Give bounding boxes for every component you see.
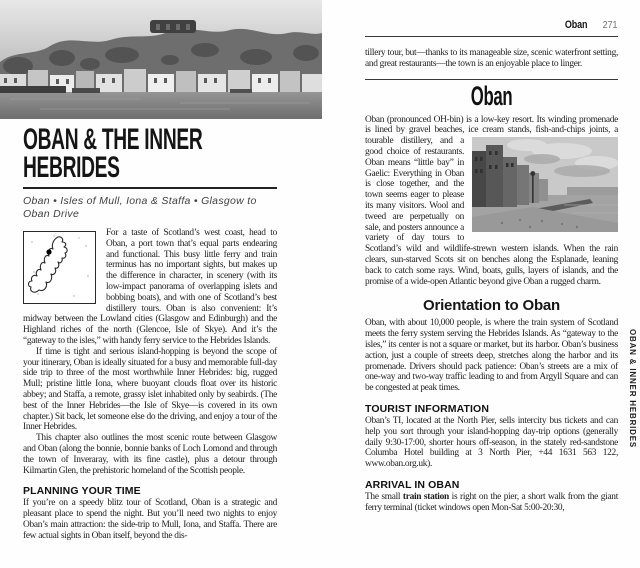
orientation-paragraph: Oban, with about 10,000 people, is where the train system of Scotland meets the ferry system serving the Hebrides Islands. As “gateway to the isles,” its center is not a square or market, but its harbor. Oban’s business action, just a couple of streets deep, stretches along the harbor and its promenade. Drivers should pack patience: Oban’s streets are a mix of one-way and two-way traffic leading to and from Argyll Square and can be congested at peak times. xyxy=(365,318,618,394)
chapter-subtitle: Oban • Isles of Mull, Iona & Staffa • Glasgow to Oban Drive xyxy=(23,195,257,220)
arrival-text-pre: The small xyxy=(365,491,403,502)
orientation-heading: Orientation to Oban xyxy=(422,297,561,315)
chapter-title xyxy=(23,123,277,184)
oban-waterfront-photo xyxy=(0,0,322,119)
arrival-heading: ARRIVAL IN OBAN xyxy=(365,478,460,491)
page-number: 271 xyxy=(603,19,618,31)
oban-location-dot xyxy=(46,249,51,254)
running-header xyxy=(365,15,618,33)
tourist-information-paragraph: Oban’s TI, located at the North Pier, sells intercity bus tickets and can help you sort through your island-hopping day-trip options (generally daily 9:30-17:00, shorter hours off-season, in the stately red-sandstone Columba Hotel building at 3 North Pier, +44 1631 563 122, www.oban.org.uk). xyxy=(365,415,618,470)
oban-intro-text-before-photo: Oban (pronounced OH-bin) is a low-key resort. Its winding promenade is lined by gravel beaches, ice cream stands, fish-and-chips xyxy=(365,114,618,136)
right-page xyxy=(365,0,618,514)
esplanade-photo xyxy=(472,137,618,232)
chapter-title-line2: HEBRIDES xyxy=(23,151,120,184)
intro-paragraph-1-text: For a taste of Scotland’s west coast, head to Oban, a port town that’s equal parts endearing and functional. This busy little ferry and train terminus has no important sights, but makes up the difference in character, in scenery (with its low-impact panorama of overlapping islets and bobbing boats), and with one of Scotland’s best distillery tours. Oban is also convenient: It’s midway between the Lowland cities (Glasgow and Edinburgh) and the Highland riches of the north (Glencoe, Isle of Skye). And it’s the “gateway to the isles,” with handy ferry service to the Hebrides Islands. xyxy=(23,228,277,346)
chapter-title-line1: OBAN & THE INNER xyxy=(23,123,203,156)
britain-locator-map xyxy=(23,231,96,304)
arrival-text-post: is right on the pier, a short walk from the giant ferry terminal (ticket windows open Mon-Sat 5:00-20:30, xyxy=(365,491,618,513)
oban-section-heading xyxy=(365,80,618,112)
intro-paragraph-2: If time is tight and serious island-hopping is beyond the scope of your itinerary, Oban is ideally situated for a busy and memorable full-day side trip to three of the most worthwhile Inner Hebrides: big, rugged Mull; pristine little Iona, where buoyant clouds float over its historic abbey; and Staffa, a remote, grassy islet inhabited only by seabirds. (The best of the Inner Hebrides—the Isle of Skye—is covered in its own chapter.) Sit back, let someone else do the driving, and enjoy a tour of the Inner Hebrides. xyxy=(23,346,277,433)
planning-paragraph: If you’re on a speedy blitz tour of Scotland, Oban is a strategic and pleasant place to spend the night. But you’ll need two nights to enjoy Oban’s main attraction: the side-trip to Mull, Iona, and Staffa. There are few actual sights in Oban itself, beyond the dis- xyxy=(23,498,277,541)
left-page xyxy=(0,0,322,542)
title-rule xyxy=(23,187,277,189)
intro-paragraph-1 xyxy=(23,228,277,347)
intro-paragraph-3: This chapter also outlines the most scenic route between Glasgow and Oban (along the bonnie, bonnie banks of Loch Lomond and through the town of Inveraray, with its fine castle), plus a detour through Kilmartin Glen, the prehistoric homeland of the Scottish people. xyxy=(23,433,277,476)
continuation-paragraph: tillery tour, but—thanks to its manageable size, scenic waterfront setting, and great restaurants—the town is an enjoyable place to linger. xyxy=(365,48,618,69)
tourist-information-heading: TOURIST INFORMATION xyxy=(365,402,490,415)
arrival-paragraph xyxy=(365,492,618,514)
arrival-text-bold: train station xyxy=(402,491,449,502)
running-header-title: Oban xyxy=(565,19,588,31)
section-rule xyxy=(365,79,618,80)
header-rule xyxy=(365,36,618,37)
oban-intro-paragraph xyxy=(365,115,618,288)
oban-intro-text-after-photo: joints, a tourable distillery, and a good choice of restaurants. Oban means “little bay” in Gaelic: Everything in Oban is close together, and the town seems eager to please its many visitors. Wool and tweed are perpetually on sale, and posters announce a variety of day tours to Scotland’s wild and wildlife-strewn western islands. When the rain clears, sun-starved Scots sit on benches along the Esplanade, leaning back to catch some rays. Wind, boats, gulls, layers of islands, and the promise of a wide-open Atlantic beyond give Oban a rugged charm. xyxy=(365,125,618,287)
chapter-side-tab: OBAN & INNER HEBRIDES xyxy=(628,329,637,449)
oban-section-heading-text: Oban xyxy=(470,80,513,111)
planning-your-time-heading: PLANNING YOUR TIME xyxy=(23,485,141,498)
